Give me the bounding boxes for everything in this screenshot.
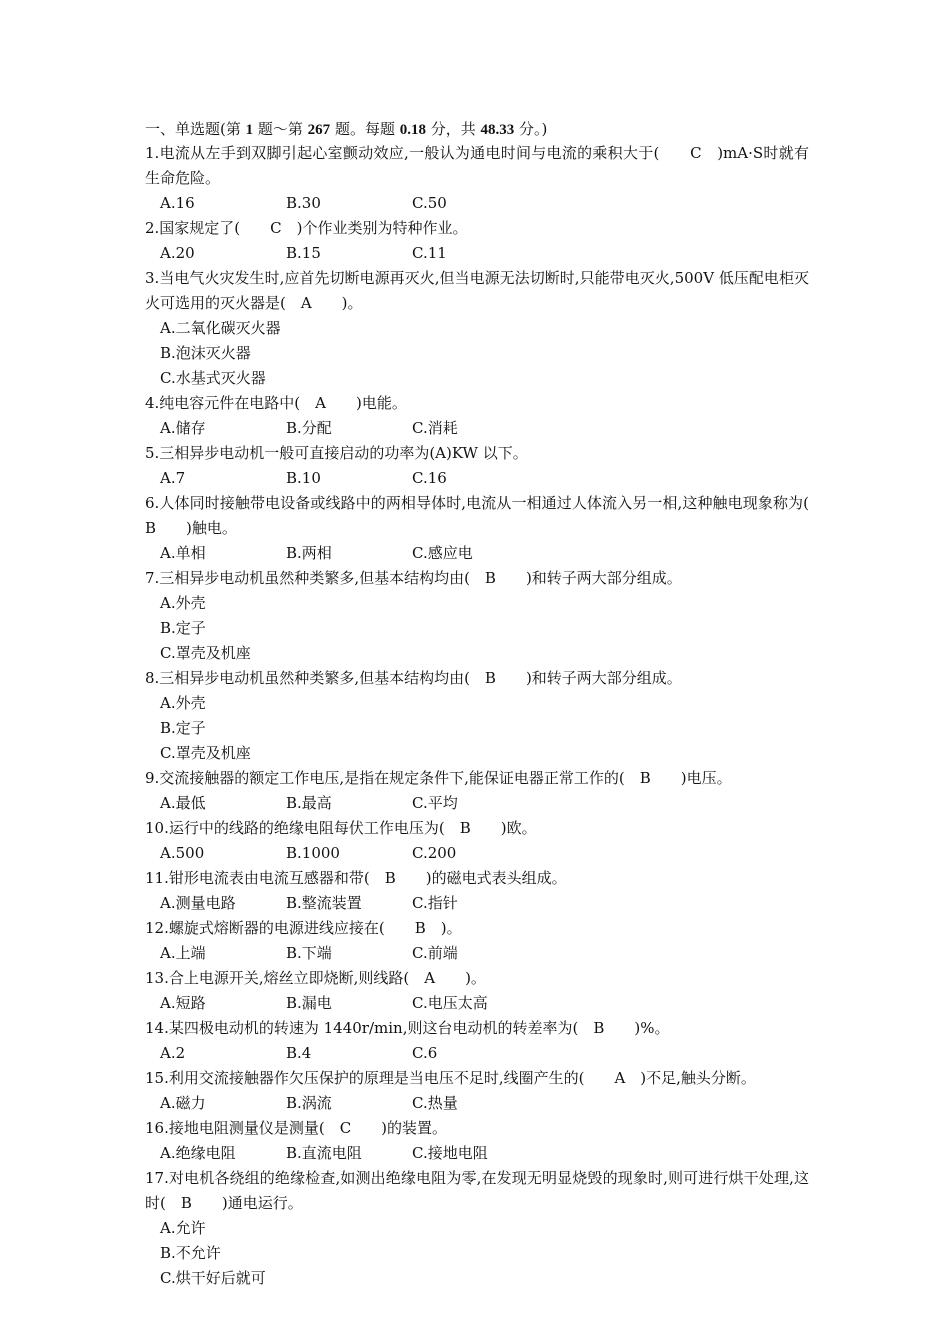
answer-option: B.30 xyxy=(286,194,321,212)
question-list xyxy=(145,141,825,1291)
answer-option: B.定子 xyxy=(160,619,206,637)
answer-option: A.绝缘电阻 xyxy=(160,1144,236,1162)
answer-option: A.16 xyxy=(160,194,195,212)
section-heading xyxy=(145,117,547,142)
question-text: 9.交流接触器的额定工作电压,是指在规定条件下,能保证电器正常工作的( B )电压。 xyxy=(145,769,732,787)
option-row xyxy=(145,791,809,816)
answer-option: B.15 xyxy=(286,244,321,262)
heading-mid3: 分，共 xyxy=(425,120,481,138)
answer-option: B.不允许 xyxy=(160,1244,221,1262)
option-row xyxy=(145,891,809,916)
option-row xyxy=(145,691,809,766)
answer-option: B.漏电 xyxy=(286,994,332,1012)
question-text: 2.国家规定了( C )个作业类别为特种作业。 xyxy=(145,219,468,237)
heading-mid: 题～第 xyxy=(253,120,308,138)
heading-score-each: 0.18 xyxy=(399,122,426,138)
question-text: 4.纯电容元件在电路中( A )电能。 xyxy=(145,394,407,412)
answer-option: B.整流装置 xyxy=(286,894,362,912)
option-row xyxy=(145,466,809,491)
answer-option: C.前端 xyxy=(412,944,458,962)
heading-first-number: 1 xyxy=(245,122,254,138)
answer-option: A.上端 xyxy=(160,944,206,962)
answer-option: A.允许 xyxy=(160,1219,206,1237)
question-item xyxy=(145,1166,809,1291)
answer-option: C.电压太高 xyxy=(412,994,488,1012)
answer-option: A.500 xyxy=(160,844,205,862)
question-item xyxy=(145,216,809,266)
heading-prefix: 一、单选题(第 xyxy=(145,120,246,138)
question-text: 8.三相异步电动机虽然种类繁多,但基本结构均由( B )和转子两大部分组成。 xyxy=(145,669,682,687)
question-item xyxy=(145,441,809,491)
answer-option: A.外壳 xyxy=(160,594,206,612)
question-item xyxy=(145,491,825,566)
answer-option: B.泡沫灭火器 xyxy=(160,344,251,362)
answer-option: C.感应电 xyxy=(412,544,473,562)
answer-option: B.涡流 xyxy=(286,1094,332,1112)
answer-option: A.短路 xyxy=(160,994,206,1012)
answer-option: B.10 xyxy=(286,469,321,487)
answer-option: A.7 xyxy=(160,469,186,487)
question-text: 16.接地电阻测量仪是测量( C )的装置。 xyxy=(145,1119,448,1137)
answer-option: B.两相 xyxy=(286,544,332,562)
answer-option: A.最低 xyxy=(160,794,206,812)
question-text: 13.合上电源开关,熔丝立即烧断,则线路( A )。 xyxy=(145,969,486,987)
question-text: 11.钳形电流表由电流互感器和带( B )的磁电式表头组成。 xyxy=(145,869,567,887)
answer-option: B.4 xyxy=(286,1044,312,1062)
question-item xyxy=(145,966,809,1016)
option-row xyxy=(145,991,809,1016)
answer-option: C.接地电阻 xyxy=(412,1144,488,1162)
option-row xyxy=(145,541,809,566)
question-item xyxy=(145,916,809,966)
option-row xyxy=(145,241,809,266)
option-row xyxy=(145,316,809,391)
answer-option: A.20 xyxy=(160,244,195,262)
answer-option: A.磁力 xyxy=(160,1094,206,1112)
question-item xyxy=(145,766,809,816)
answer-option: A.2 xyxy=(160,1044,186,1062)
question-item xyxy=(145,1116,809,1166)
heading-mid2: 题。每题 xyxy=(330,120,400,138)
question-text: 1.电流从左手到双脚引起心室颤动效应,一般认为通电时间与电流的乘积大于( C )mA·S时就有生命危险。 xyxy=(145,144,809,187)
heading-suffix: 分。) xyxy=(514,120,548,138)
answer-option: C.6 xyxy=(412,1044,438,1062)
option-row xyxy=(145,191,809,216)
answer-option: C.罩壳及机座 xyxy=(160,644,251,662)
question-item xyxy=(145,266,809,391)
option-row xyxy=(145,1141,809,1166)
question-text: 6.人体同时接触带电设备或线路中的两相导体时,电流从一相通过人体流入另一相,这种触电现象称为( B )触电。 xyxy=(145,494,825,537)
answer-option: C.200 xyxy=(412,844,457,862)
answer-option: C.罩壳及机座 xyxy=(160,744,251,762)
answer-option: B.直流电阻 xyxy=(286,1144,362,1162)
question-item xyxy=(145,1066,809,1116)
question-text: 10.运行中的线路的绝缘电阻每伏工作电压为( B )欧。 xyxy=(145,819,537,837)
answer-option: B.下端 xyxy=(286,944,332,962)
answer-option: B.最高 xyxy=(286,794,332,812)
option-row xyxy=(145,1216,809,1291)
answer-option: C.16 xyxy=(412,469,447,487)
answer-option: A.二氧化碳灭火器 xyxy=(160,319,281,337)
answer-option: A.外壳 xyxy=(160,694,206,712)
option-row xyxy=(145,941,809,966)
answer-option: C.11 xyxy=(412,244,447,262)
question-item xyxy=(145,141,809,216)
question-text: 14.某四极电动机的转速为 1440r/min,则这台电动机的转差率为( B )%。 xyxy=(145,1019,670,1037)
question-item xyxy=(145,816,809,866)
answer-option: A.储存 xyxy=(160,419,206,437)
answer-option: B.1000 xyxy=(286,844,340,862)
question-item xyxy=(145,1016,809,1066)
question-item xyxy=(145,866,809,916)
answer-option: B.分配 xyxy=(286,419,332,437)
question-item xyxy=(145,666,809,766)
option-row xyxy=(145,591,809,666)
question-text: 15.利用交流接触器作欠压保护的原理是当电压不足时,线圈产生的( A )不足,触头分断。 xyxy=(145,1069,756,1087)
question-text: 3.当电气火灾发生时,应首先切断电源再灭火,但当电源无法切断时,只能带电灭火,500V 低压配电柜灭火可选用的灭火器是( A )。 xyxy=(145,269,809,312)
question-text: 12.螺旋式熔断器的电源进线应接在( B )。 xyxy=(145,919,462,937)
answer-option: B.定子 xyxy=(160,719,206,737)
answer-option: A.测量电路 xyxy=(160,894,236,912)
option-row xyxy=(145,841,809,866)
question-item xyxy=(145,391,809,441)
answer-option: C.热量 xyxy=(412,1094,458,1112)
option-row xyxy=(145,416,809,441)
question-text: 7.三相异步电动机虽然种类繁多,但基本结构均由( B )和转子两大部分组成。 xyxy=(145,569,682,587)
answer-option: C.平均 xyxy=(412,794,458,812)
question-text: 5.三相异步电动机一般可直接启动的功率为(A)KW 以下。 xyxy=(145,444,528,462)
question-text: 17.对电机各绕组的绝缘检查,如测出绝缘电阻为零,在发现无明显烧毁的现象时,则可进行烘干处理,这时( B )通电运行。 xyxy=(145,1169,809,1212)
heading-total: 48.33 xyxy=(480,122,515,138)
answer-option: C.指针 xyxy=(412,894,458,912)
answer-option: C.消耗 xyxy=(412,419,458,437)
answer-option: C.烘干好后就可 xyxy=(160,1269,266,1287)
heading-last-number: 267 xyxy=(307,122,331,138)
answer-option: C.水基式灭火器 xyxy=(160,369,266,387)
answer-option: A.单相 xyxy=(160,544,206,562)
answer-option: C.50 xyxy=(412,194,447,212)
question-item xyxy=(145,566,809,666)
option-row xyxy=(145,1091,809,1116)
option-row xyxy=(145,1041,809,1066)
